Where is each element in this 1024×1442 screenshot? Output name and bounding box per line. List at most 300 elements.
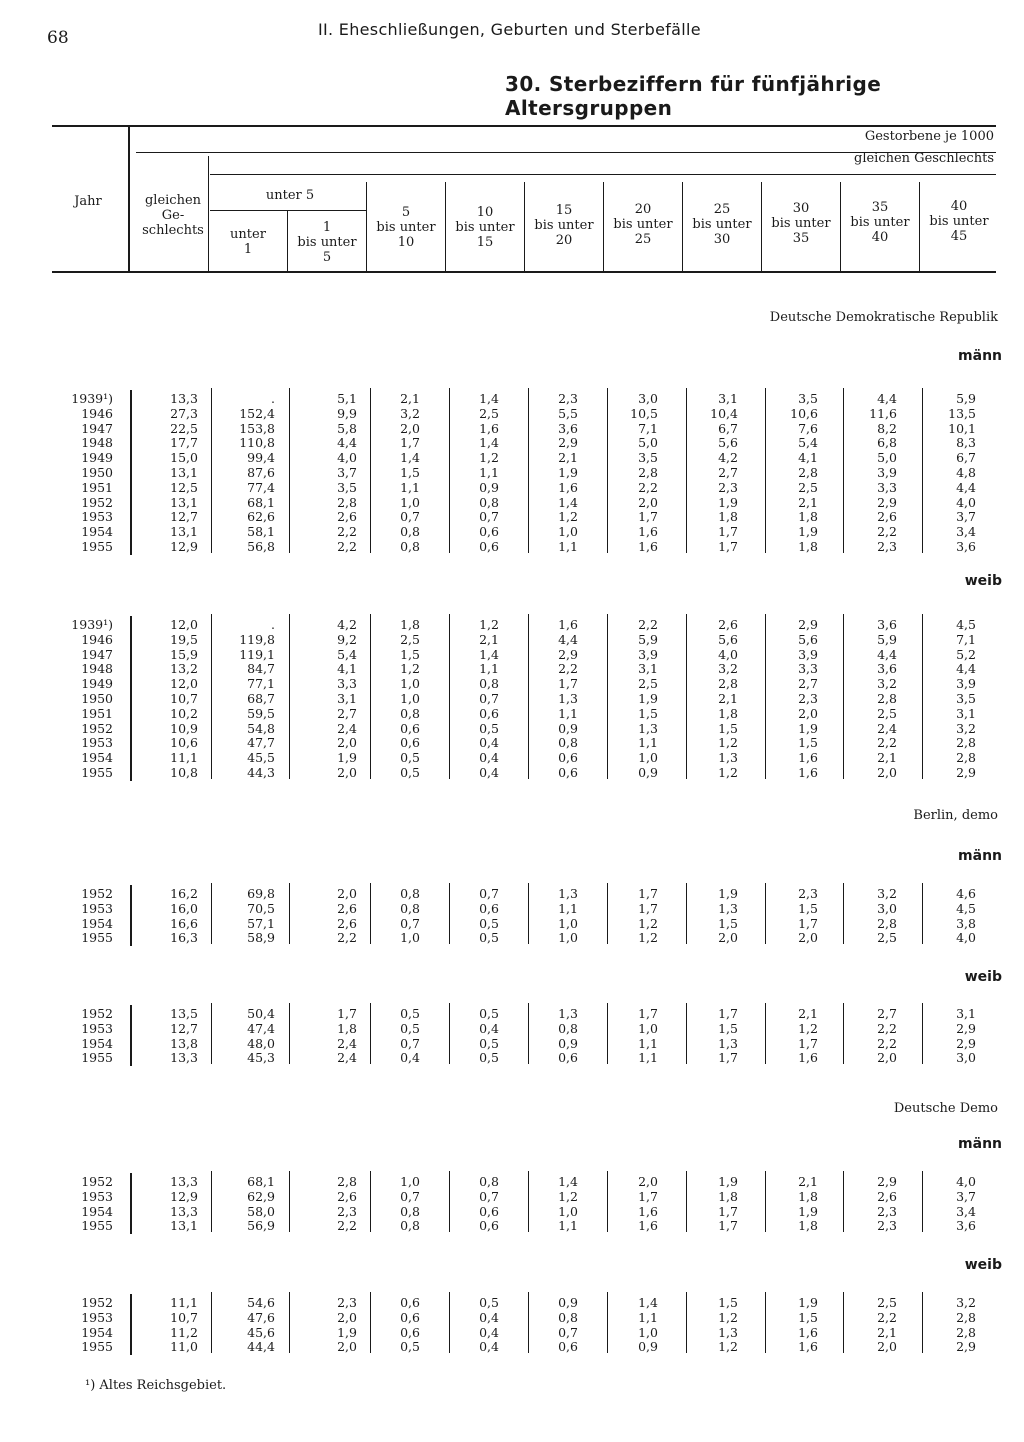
table-cell: 1,0 [400,676,420,692]
table-cell: 1,8 [400,617,420,632]
table-cell: 2,1 [877,750,897,766]
table-cell: 0,8 [400,886,420,901]
table-cell: 2,0 [337,735,357,751]
year-label: 1946 [81,631,113,647]
table-cell: 2,7 [718,465,738,480]
table-cell: 119,1 [239,646,275,662]
table-cell: 10,7 [170,691,198,706]
table-cell: 2,5 [798,479,818,495]
year-label: 1951 [81,705,113,721]
table-cell: 2,6 [337,509,357,525]
table-cell: 5,5 [558,405,578,421]
table-cell: 2,0 [798,705,818,721]
table-cell: 2,5 [877,1295,897,1310]
table-cell: 0,8 [479,676,499,692]
table-cell: 2,8 [337,1174,357,1189]
table-cell: 45,3 [247,1050,275,1066]
table-cell: 2,9 [558,435,578,451]
year-divider [130,1294,132,1355]
table-cell: 5,2 [956,646,976,662]
table-cell: 5,9 [638,631,658,647]
table-cell: 5,1 [337,391,357,406]
table-cell: 3,3 [877,479,897,495]
table-cell: 1,6 [479,420,499,436]
table-cell: 3,1 [956,705,976,721]
table-cell: . [271,391,275,406]
table-cell: 1,5 [638,705,658,721]
sex-label: weib [964,573,1002,589]
header-col: 5 bis unter 10 [376,205,436,250]
table-cell: 1,9 [798,1203,818,1219]
column-separator [765,1292,766,1353]
year-label: 1949 [81,450,113,466]
table-cell: 3,2 [400,405,420,421]
table-cell: 1,6 [638,539,658,554]
column-separator [843,1003,844,1064]
table-cell: 0,8 [400,524,420,540]
year-label: 1954 [81,524,113,540]
column-separator [765,1003,766,1064]
table-cell: 12,0 [170,676,198,692]
table-cell: 3,6 [956,539,976,554]
table-cell: 2,1 [798,1006,818,1021]
table-cell: 1,7 [718,1218,738,1234]
table-cell: 54,6 [247,1295,275,1310]
table-cell: 0,6 [400,1309,420,1325]
table-cell: 12,9 [170,1188,198,1204]
table-cell: 0,4 [479,1020,499,1036]
table-cell: 1,6 [638,524,658,540]
table-cell: 2,0 [638,1174,658,1189]
table-cell: 99,4 [247,450,275,466]
table-cell: 2,9 [877,1174,897,1189]
table-cell: 27,3 [170,405,198,421]
table-cell: 8,2 [877,420,897,436]
table-cell: 69,8 [247,886,275,901]
table-cell: 0,5 [400,1020,420,1036]
table-cell: 5,6 [718,435,738,451]
year-label: 1950 [81,691,113,706]
table-cell: 2,0 [877,765,897,780]
table-cell: 0,6 [479,900,499,916]
table-cell: 2,8 [877,691,897,706]
column-separator [370,1003,371,1064]
table-cell: 2,2 [877,735,897,751]
column-separator [843,388,844,553]
table-cell: 2,9 [558,646,578,662]
header-divider [682,182,683,271]
table-cell: 1,8 [337,1020,357,1036]
table-cell: 0,5 [400,765,420,780]
year-label: 1955 [81,1218,113,1234]
table-cell: 0,5 [479,1006,499,1021]
table-cell: 1,7 [638,1006,658,1021]
table-cell: 1,4 [638,1295,658,1310]
table-cell: 2,9 [956,1035,976,1051]
column-separator [370,1171,371,1232]
table-cell: 13,2 [170,661,198,677]
table-cell: 68,1 [247,1174,275,1189]
table-cell: 7,6 [798,420,818,436]
table-cell: 5,9 [877,631,897,647]
header-col: 35 bis unter 40 [850,200,910,245]
table-cell: 2,1 [718,691,738,706]
table-cell: 1,9 [718,1174,738,1189]
header-unter5: unter 5 [265,188,315,203]
sex-label: weib [964,1257,1002,1273]
column-separator [528,883,529,944]
table-cell: 5,0 [638,435,658,451]
year-label: 1948 [81,661,113,677]
table-cell: 3,2 [877,886,897,901]
column-separator [765,388,766,553]
table-cell: 1,8 [798,1218,818,1234]
table-cell: 1,7 [798,915,818,931]
unter5-rule [210,210,366,211]
table-cell: 13,1 [170,524,198,540]
table-cell: 10,9 [170,720,198,736]
column-separator [843,1292,844,1353]
header-col: 40 bis unter 45 [929,199,989,244]
table-cell: 0,6 [479,1218,499,1234]
table-cell: 10,2 [170,705,198,721]
table-cell: 1,3 [718,750,738,766]
table-cell: 57,1 [247,915,275,931]
table-cell: 45,5 [247,750,275,766]
table-cell: 0,7 [400,915,420,931]
table-cell: 1,6 [558,479,578,495]
table-cell: 1,2 [718,765,738,780]
table-cell: 1,1 [558,900,578,916]
table-cell: 3,9 [638,646,658,662]
table-cell: 2,8 [638,465,658,480]
table-cell: 0,7 [479,1188,499,1204]
table-cell: 0,7 [400,1188,420,1204]
table-cell: 0,8 [400,900,420,916]
table-cell: 2,0 [337,1339,357,1355]
table-cell: 3,2 [956,720,976,736]
table-cell: 1,9 [337,1324,357,1340]
table-cell: 1,9 [337,750,357,766]
table-cell: 1,2 [718,735,738,751]
region-label: Deutsche Demo [893,1101,998,1116]
table-cell: 2,6 [337,915,357,931]
column-separator [686,883,687,944]
table-cell: 0,7 [400,1035,420,1051]
table-cell: 22,5 [170,420,198,436]
header-col: unter 1 [230,227,266,257]
header-gleichen-geschlechts: gleichen Geschlechts [854,151,994,166]
column-separator [843,883,844,944]
column-separator [843,1171,844,1232]
table-cell: 0,5 [479,720,499,736]
table-cell: 1,0 [558,915,578,931]
column-separator [289,1171,290,1232]
table-cell: 1,7 [337,1006,357,1021]
table-cell: 3,4 [956,1203,976,1219]
table-cell: 1,7 [638,509,658,525]
column-separator [449,1003,450,1064]
table-cell: 0,4 [479,735,499,751]
table-cell: 3,9 [877,465,897,480]
table-cell: 2,4 [337,1035,357,1051]
table-cell: 0,5 [400,750,420,766]
table-cell: 1,3 [558,691,578,706]
table-cell: 0,9 [558,1295,578,1310]
table-cell: 0,6 [558,1339,578,1355]
column-separator [607,1171,608,1232]
table-cell: 2,3 [337,1295,357,1310]
header-divider [524,182,525,271]
year-label: 1953 [81,1020,113,1036]
table-cell: 4,1 [337,661,357,677]
table-cell: 1,4 [400,450,420,466]
table-cell: 0,6 [558,765,578,780]
table-cell: 56,9 [247,1218,275,1234]
table-cell: 0,7 [479,509,499,525]
table-cell: 2,3 [798,886,818,901]
column-separator [765,883,766,944]
table-cell: 4,6 [956,886,976,901]
table-cell: 1,5 [798,900,818,916]
table-cell: 1,0 [400,930,420,946]
sex-label: männ [958,1136,1002,1152]
table-cell: 12,7 [170,1020,198,1036]
table-cell: 4,4 [877,391,897,406]
table-cell: 2,6 [337,1188,357,1204]
table-cell: 1,1 [558,705,578,721]
table-cell: 6,7 [718,420,738,436]
table-cell: 3,6 [956,1218,976,1234]
sex-label: männ [958,848,1002,864]
column-separator [686,614,687,779]
column-separator [922,1292,923,1353]
table-cell: 1,1 [638,1309,658,1325]
column-separator [289,1292,290,1353]
header-divider [603,182,604,271]
table-cell: 5,6 [798,631,818,647]
header-divider [919,182,920,271]
table-cell: 62,9 [247,1188,275,1204]
table-cell: 4,4 [337,435,357,451]
table-cell: 2,3 [558,391,578,406]
table-cell: 10,5 [630,405,658,421]
table-cell: 2,9 [956,1020,976,1036]
table-cell: 58,1 [247,524,275,540]
table-cell: 1,0 [638,750,658,766]
table-cell: 47,7 [247,735,275,751]
table-cell: 0,6 [479,1203,499,1219]
table-cell: 7,1 [956,631,976,647]
table-cell: 70,5 [247,900,275,916]
table-cell: 0,6 [400,1324,420,1340]
table-cell: 4,0 [337,450,357,466]
table-cell: 5,4 [337,646,357,662]
year-label: 1955 [81,765,113,780]
sex-label: weib [964,969,1002,985]
table-cell: 58,9 [247,930,275,946]
table-cell: 1,7 [638,886,658,901]
table-cell: 1,5 [718,915,738,931]
table-cell: 0,9 [558,720,578,736]
year-label: 1953 [81,1309,113,1325]
table-cell: 1,2 [479,617,499,632]
table-cell: 1,2 [638,915,658,931]
table-cell: 1,6 [798,765,818,780]
table-cell: 11,2 [170,1324,198,1340]
column-separator [289,388,290,553]
table-cell: 13,8 [170,1035,198,1051]
column-separator [211,388,212,553]
region-label: Berlin, demo [913,808,998,823]
table-cell: 2,8 [337,494,357,510]
table-cell: 0,8 [400,705,420,721]
table-cell: 11,1 [170,750,198,766]
table-cell: 0,8 [558,1020,578,1036]
table-cell: 3,6 [877,617,897,632]
header-col: 20 bis unter 25 [613,202,673,247]
table-cell: 0,5 [479,1035,499,1051]
table-cell: 11,6 [869,405,897,421]
table-cell: 0,8 [400,539,420,554]
header-total: gleichen Ge- schlechts [142,193,204,238]
table-cell: 2,9 [956,765,976,780]
year-label: 1955 [81,1339,113,1355]
table-cell: 68,1 [247,494,275,510]
year-label: 1952 [81,1295,113,1310]
column-separator [922,1171,923,1232]
table-cell: 54,8 [247,720,275,736]
table-cell: 3,0 [638,391,658,406]
table-cell: 12,7 [170,509,198,525]
table-cell: 1,0 [400,691,420,706]
table-cell: 0,8 [558,735,578,751]
table-cell: 3,3 [798,661,818,677]
table-cell: 10,6 [790,405,818,421]
table-cell: 1,1 [479,465,499,480]
year-label: 1952 [81,1006,113,1021]
table-cell: 3,2 [956,1295,976,1310]
table-cell: 6,8 [877,435,897,451]
table-cell: 56,8 [247,539,275,554]
column-separator [765,1171,766,1232]
table-cell: 0,6 [400,1295,420,1310]
table-cell: 2,9 [956,1339,976,1355]
table-cell: 1,7 [718,1050,738,1066]
column-separator [607,1003,608,1064]
table-cell: 0,4 [479,1339,499,1355]
table-cell: 4,0 [956,1174,976,1189]
table-cell: 1,5 [798,735,818,751]
column-separator [370,388,371,553]
table-cell: 1,4 [558,494,578,510]
column-separator [686,388,687,553]
column-separator [289,1003,290,1064]
table-cell: 1,5 [400,646,420,662]
table-cell: 3,1 [638,661,658,677]
table-cell: 12,5 [170,479,198,495]
year-divider [130,885,132,946]
table-cell: 4,2 [718,450,738,466]
table-cell: 0,7 [479,886,499,901]
table-cell: 1,0 [638,1020,658,1036]
table-cell: 5,6 [718,631,738,647]
table-cell: 2,5 [479,405,499,421]
table-cell: 58,0 [247,1203,275,1219]
table-cell: 4,4 [956,479,976,495]
table-cell: 1,4 [479,435,499,451]
column-separator [211,883,212,944]
table-cell: 2,2 [337,524,357,540]
table-cell: 13,3 [170,391,198,406]
table-cell: 1,1 [400,479,420,495]
year-label: 1939¹) [71,617,113,632]
table-cell: 1,6 [798,1339,818,1355]
table-cell: 1,8 [798,539,818,554]
table-cell: 10,8 [170,765,198,780]
column-separator [607,883,608,944]
table-cell: 2,6 [877,509,897,525]
table-cell: 119,8 [239,631,275,647]
header-divider [366,182,367,271]
table-cell: 3,7 [956,1188,976,1204]
table-cell: 0,5 [400,1339,420,1355]
table-cell: 15,0 [170,450,198,466]
year-label: 1955 [81,1050,113,1066]
year-label: 1952 [81,720,113,736]
table-cell: 2,3 [877,1218,897,1234]
column-separator [449,883,450,944]
year-label: 1947 [81,420,113,436]
year-label: 1955 [81,539,113,554]
table-cell: 4,5 [956,617,976,632]
table-cell: 1,9 [558,465,578,480]
table-cell: 1,0 [400,494,420,510]
table-cell: 13,3 [170,1174,198,1189]
table-cell: 4,1 [798,450,818,466]
table-cell: 7,1 [638,420,658,436]
table-cell: 3,4 [956,524,976,540]
column-separator [449,614,450,779]
column-separator [922,1003,923,1064]
header-col: 10 bis unter 15 [455,205,515,250]
table-cell: 3,5 [337,479,357,495]
table-cell: 44,4 [247,1339,275,1355]
table-cell: 0,6 [479,524,499,540]
column-separator [607,388,608,553]
table-cell: 5,0 [877,450,897,466]
header-divider [287,211,288,271]
table-cell: 0,4 [479,765,499,780]
table-cell: 2,7 [877,1006,897,1021]
table-cell: 5,8 [337,420,357,436]
year-label: 1952 [81,886,113,901]
table-cell: 1,6 [638,1203,658,1219]
year-label: 1954 [81,1203,113,1219]
table-cell: 2,3 [337,1203,357,1219]
table-cell: 3,5 [638,450,658,466]
column-separator [211,1292,212,1353]
table-cell: 68,7 [247,691,275,706]
table-cell: 1,4 [558,1174,578,1189]
column-separator [528,1003,529,1064]
table-cell: 3,9 [798,646,818,662]
table-cell: 0,8 [400,1218,420,1234]
table-cell: 1,2 [798,1020,818,1036]
year-divider [130,390,132,555]
table-cell: 3,6 [558,420,578,436]
table-cell: 13,1 [170,494,198,510]
